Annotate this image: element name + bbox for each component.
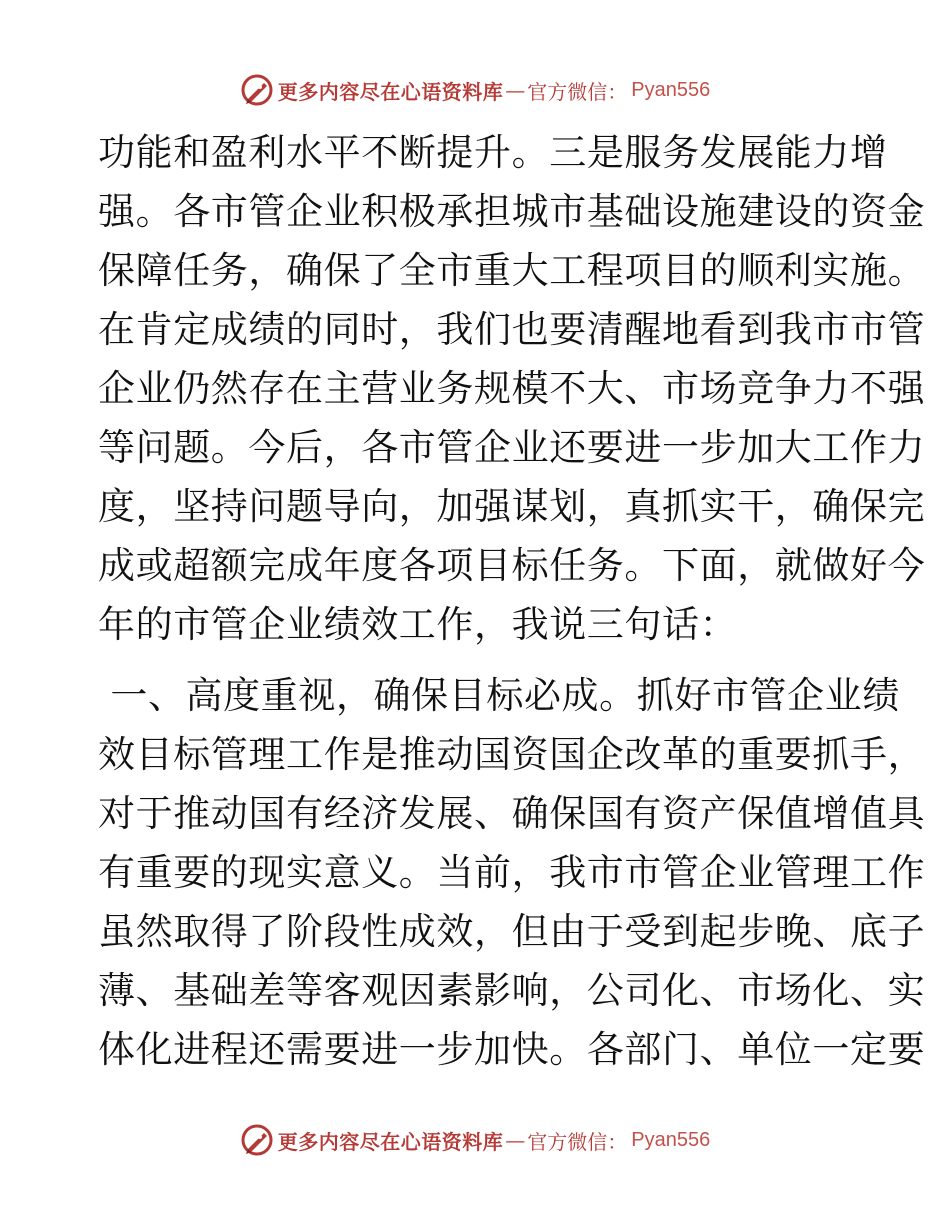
banner-dash: — [505, 78, 526, 102]
text-line: 体化进程还需要进一步加快。各部门、单位一定要 [98, 1028, 926, 1071]
banner-wechat-label: 官方微信： [527, 1129, 628, 1154]
document-body [98, 123, 926, 1079]
footer-banner [0, 1120, 950, 1160]
text-line: 功能和盈利水平不断提升。三是服务发展能力增 [98, 131, 888, 174]
text-line: 强。各市管企业积极承担城市基础设施建设的资金 [98, 190, 926, 233]
paragraph-1 [98, 123, 926, 654]
text-line: 成或超额完成年度各项目标任务。下面，就做好今 [98, 544, 926, 587]
text-line: 保障任务，确保了全市重大工程项目的顺利实施。 [98, 249, 926, 292]
pen-logo-icon [240, 73, 274, 107]
paragraph-spacer [98, 654, 858, 666]
text-line: 有重要的现实意义。当前，我市市管企业管理工作 [98, 851, 926, 894]
text-line: 度，坚持问题导向，加强谋划，真抓实干，确保完 [98, 485, 926, 528]
banner-wechat-id: Pyan556 [631, 78, 711, 101]
text-line: 薄、基础差等客观因素影响，公司化、市场化、实 [98, 969, 926, 1012]
text-line: 对于推动国有经济发展、确保国有资产保值增值具 [98, 792, 926, 835]
header-banner [0, 70, 950, 110]
text-line: 虽然取得了阶段性成效，但由于受到起步晚、底子 [98, 910, 926, 953]
text-line: 效目标管理工作是推动国资国企改革的重要抓手， [98, 733, 926, 776]
banner-dash: — [505, 1128, 526, 1152]
text-line: 等问题。今后，各市管企业还要进一步加大工作力 [98, 426, 926, 469]
text-line: 年的市管企业绩效工作，我说三句话： [98, 603, 738, 646]
text-line: 企业仍然存在主营业务规模不大、市场竞争力不强 [98, 367, 926, 410]
banner-wechat-id: Pyan556 [631, 1128, 711, 1151]
pen-logo-icon [240, 1123, 274, 1157]
banner-slogan: 更多内容尽在心语资料库 [277, 79, 504, 104]
banner-wechat-label: 官方微信： [527, 79, 628, 104]
paragraph-2 [98, 666, 926, 1079]
banner-slogan: 更多内容尽在心语资料库 [277, 1129, 504, 1154]
text-line: 一、高度重视，确保目标必成。抓好市管企业绩 [98, 674, 900, 717]
text-line: 在肯定成绩的同时，我们也要清醒地看到我市市管 [98, 308, 926, 351]
